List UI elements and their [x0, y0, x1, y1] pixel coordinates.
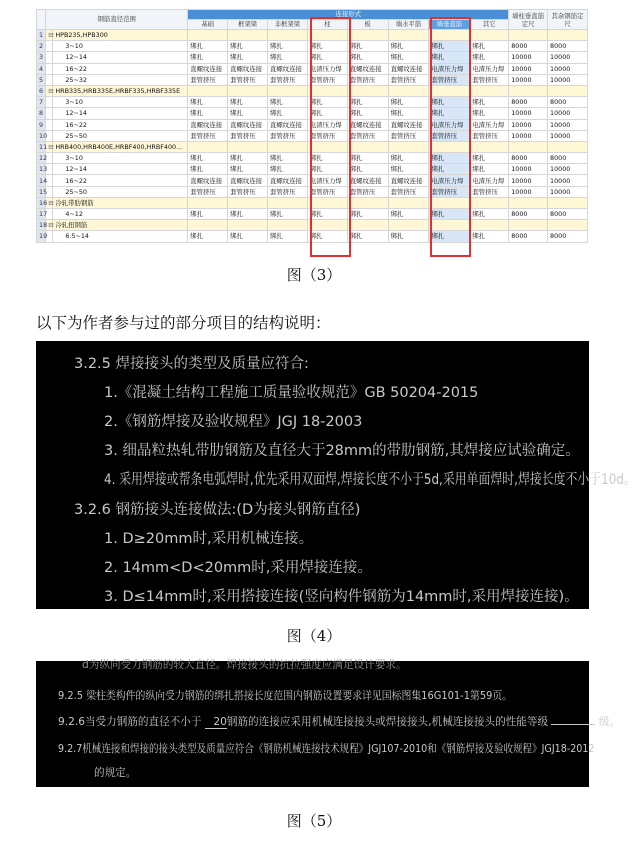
table-row[interactable]	[37, 231, 588, 242]
col-header-connection-type: 连接形式	[188, 10, 509, 20]
table-cell[interactable]: 8000	[509, 97, 548, 108]
table-cell[interactable]: 套管挤压	[307, 74, 347, 85]
table-cell[interactable]: 绑扎	[228, 108, 268, 119]
table-row[interactable]	[37, 175, 588, 186]
diameter-range: 3~10	[53, 153, 188, 164]
table-cell[interactable]: 绑扎	[429, 97, 470, 108]
table-cell[interactable]: 绑扎	[470, 52, 509, 63]
diameter-range: 12~14	[53, 164, 188, 175]
caption-fig4: 图（4）	[286, 627, 342, 645]
table-cell[interactable]: 套管挤压	[188, 186, 228, 197]
collapse-toggle-icon[interactable]: ⊟	[46, 220, 53, 231]
row-number: 2	[37, 41, 46, 52]
table-cell[interactable]: 8000	[509, 209, 548, 220]
table-cell[interactable]: 绑扎	[388, 52, 429, 63]
diameter-range: 16~22	[53, 175, 188, 186]
table-cell[interactable]: 直螺纹连接	[228, 175, 268, 186]
table-cell[interactable]: 绑扎	[347, 97, 388, 108]
table-cell[interactable]: 10000	[509, 52, 548, 63]
table-row[interactable]	[37, 186, 588, 197]
table-cell[interactable]: 8000	[509, 153, 548, 164]
table-cell[interactable]	[429, 141, 470, 152]
indent-cell	[46, 74, 53, 85]
row-number: 1	[37, 30, 46, 41]
table-cell[interactable]: 电渣压力焊	[429, 119, 470, 130]
note-3-2-6-title: 3.2.6 钢筋接头连接做法:(D为接头钢筋直径)	[74, 502, 361, 518]
table-cell[interactable]: 套管挤压	[267, 74, 307, 85]
table-cell[interactable]: 绑扎	[429, 153, 470, 164]
row-number: 9	[37, 119, 46, 130]
row-number: 5	[37, 74, 46, 85]
table-cell[interactable]: 8000	[548, 231, 588, 242]
row-number: 14	[37, 175, 46, 186]
table-cell[interactable]: 10000	[509, 108, 548, 119]
table-cell[interactable]: 绑扎	[267, 153, 307, 164]
table-cell[interactable]: 绑扎	[347, 153, 388, 164]
note-9-2-6-diameter: 20	[205, 716, 227, 729]
note-3-2-6-item-2: 2. 14mm<D<20mm时,采用焊接连接。	[104, 560, 372, 576]
table-cell[interactable]	[509, 141, 548, 152]
note-3-2-5-item-3: 3. 细晶粒热轧带肋钢筋及直径大于28mm的带肋钢筋,其焊接应试验确定。	[104, 443, 580, 459]
table-cell[interactable]: 直螺纹连接	[388, 63, 429, 74]
table-cell[interactable]: 直螺纹连接	[267, 119, 307, 130]
table-row[interactable]	[37, 85, 588, 96]
col-header-8: 其它	[470, 20, 509, 30]
collapse-toggle-icon[interactable]: ⊟	[46, 30, 53, 41]
table-cell[interactable]: 绑扎	[429, 209, 470, 220]
table-row[interactable]	[37, 63, 588, 74]
table-cell[interactable]: 10000	[548, 130, 588, 141]
row-number: 3	[37, 52, 46, 63]
table-cell[interactable]: 10000	[548, 52, 588, 63]
table-row[interactable]	[37, 97, 588, 108]
table-cell[interactable]: 10000	[548, 74, 588, 85]
table-cell[interactable]: 套管挤压	[228, 130, 268, 141]
table-cell[interactable]: 绑扎	[228, 231, 268, 242]
row-number: 16	[37, 197, 46, 208]
diameter-range: 12~14	[53, 108, 188, 119]
table-cell[interactable]: 8000	[548, 41, 588, 52]
table-cell[interactable]: 绑扎	[267, 164, 307, 175]
table-cell[interactable]: 套管挤压	[388, 130, 429, 141]
diameter-range: 6.5~14	[53, 231, 188, 242]
table-cell[interactable]: 绑扎	[307, 231, 347, 242]
table-cell[interactable]	[388, 85, 429, 96]
row-number: 7	[37, 97, 46, 108]
table-cell[interactable]: 10000	[548, 63, 588, 74]
table-cell[interactable]: 绑扎	[188, 209, 228, 220]
collapse-toggle-icon[interactable]: ⊟	[46, 197, 53, 208]
group-label: HPB235,HPB300	[53, 30, 188, 41]
table-cell[interactable]: 10000	[509, 175, 548, 186]
intro-text: 以下为作者参与过的部分项目的结构说明：	[36, 314, 331, 332]
table-cell[interactable]: 绑扎	[228, 97, 268, 108]
table-cell[interactable]: 套管挤压	[470, 130, 509, 141]
table-cell[interactable]: 绑扎	[470, 164, 509, 175]
table-row[interactable]	[37, 52, 588, 63]
table-row[interactable]	[37, 108, 588, 119]
structural-notes-screenshot-1	[36, 341, 636, 609]
table-cell[interactable]: 直螺纹连接	[388, 119, 429, 130]
table-cell[interactable]: 电渣压力焊	[429, 175, 470, 186]
table-cell[interactable]: 电渣压力焊	[429, 63, 470, 74]
table-cell[interactable]: 套管挤压	[429, 130, 470, 141]
table-cell[interactable]: 套管挤压	[307, 186, 347, 197]
table-cell[interactable]: 直螺纹连接	[347, 175, 388, 186]
table-cell[interactable]: 绑扎	[429, 164, 470, 175]
table-cell[interactable]: 8000	[509, 231, 548, 242]
table-cell[interactable]: 套管挤压	[470, 74, 509, 85]
table-row[interactable]	[37, 164, 588, 175]
table-row[interactable]	[37, 74, 588, 85]
table-cell[interactable]: 10000	[548, 119, 588, 130]
table-cell[interactable]: 套管挤压	[267, 130, 307, 141]
table-cell[interactable]	[548, 30, 588, 41]
row-number: 10	[37, 130, 46, 141]
table-cell[interactable]	[307, 85, 347, 96]
table-cell[interactable]: 套管挤压	[388, 186, 429, 197]
table-row[interactable]	[37, 220, 588, 231]
table-cell[interactable]: 绑扎	[470, 231, 509, 242]
table-cell[interactable]	[307, 30, 347, 41]
row-number: 13	[37, 164, 46, 175]
diameter-range: 25~50	[53, 186, 188, 197]
table-cell[interactable]: 绑扎	[188, 97, 228, 108]
diameter-range: 3~10	[53, 97, 188, 108]
table-cell[interactable]: 绑扎	[228, 153, 268, 164]
table-row[interactable]	[37, 141, 588, 152]
table-cell[interactable]	[470, 220, 509, 231]
indent-cell	[46, 119, 53, 130]
table-cell[interactable]: 绑扎	[388, 97, 429, 108]
table-cell[interactable]: 绑扎	[307, 153, 347, 164]
diameter-range: 25~50	[53, 130, 188, 141]
table-cell[interactable]: 电渣压力焊	[470, 63, 509, 74]
table-cell[interactable]	[548, 197, 588, 208]
row-number: 18	[37, 220, 46, 231]
table-row[interactable]	[37, 30, 588, 41]
table-cell[interactable]: 绑扎	[307, 164, 347, 175]
table-cell[interactable]: 10000	[548, 175, 588, 186]
indent-cell	[46, 41, 53, 52]
group-label: 冷轧带肋钢筋	[53, 197, 188, 208]
table-cell[interactable]	[429, 30, 470, 41]
row-number: 12	[37, 153, 46, 164]
table-cell[interactable]: 绑扎	[267, 108, 307, 119]
table-cell[interactable]	[429, 197, 470, 208]
table-cell[interactable]: 10000	[509, 130, 548, 141]
row-number: 11	[37, 141, 46, 152]
indent-cell	[46, 108, 53, 119]
table-cell[interactable]: 电渣压力焊	[307, 119, 347, 130]
note-cut-top-line: d为纵向受力钢筋的较大直径。焊接接头的抗拉强度应满足设计要求。	[82, 659, 407, 671]
table-cell[interactable]: 电渣压力焊	[307, 63, 347, 74]
table-cell[interactable]: 10000	[548, 164, 588, 175]
group-label: HRB335,HRB335E,HRBF335,HRBF335E	[53, 85, 188, 96]
table-cell[interactable]	[188, 141, 228, 152]
table-cell[interactable]: 绑扎	[470, 108, 509, 119]
table-cell[interactable]: 绑扎	[188, 41, 228, 52]
note-9-2-5: 9.2.5 梁柱类构件的纵向受力钢筋的绑扎搭接长度范围内钢筋设置要求详见国标图集16G101-1第59页。	[58, 690, 513, 702]
diameter-range: 12~14	[53, 52, 188, 63]
table-cell[interactable]: 绑扎	[188, 231, 228, 242]
group-label: 冷轧扭钢筋	[53, 220, 188, 231]
table-cell[interactable]: 绑扎	[188, 108, 228, 119]
table-cell[interactable]	[470, 141, 509, 152]
table-cell[interactable]: 绑扎	[307, 41, 347, 52]
caption-fig5: 图（5）	[286, 812, 342, 830]
table-row[interactable]	[37, 119, 588, 130]
table-cell[interactable]	[228, 30, 268, 41]
indent-cell	[46, 63, 53, 74]
table-cell[interactable]	[188, 85, 228, 96]
table-cell[interactable]	[307, 220, 347, 231]
diameter-range: 16~22	[53, 119, 188, 130]
table-cell[interactable]: 绑扎	[267, 41, 307, 52]
table-cell[interactable]	[228, 197, 268, 208]
table-row[interactable]	[37, 41, 588, 52]
table-cell[interactable]	[470, 85, 509, 96]
table-cell[interactable]: 绑扎	[347, 231, 388, 242]
table-cell[interactable]: 电渣压力焊	[470, 119, 509, 130]
table-cell[interactable]	[429, 220, 470, 231]
table-cell[interactable]: 绑扎	[470, 153, 509, 164]
col-header-6: 墙水平筋	[388, 20, 429, 30]
table-cell[interactable]	[429, 85, 470, 96]
table-cell[interactable]: 直螺纹连接	[347, 119, 388, 130]
table-cell[interactable]	[548, 220, 588, 231]
diameter-range: 25~32	[53, 74, 188, 85]
table-cell[interactable]	[267, 220, 307, 231]
structural-notes-screenshot-2	[36, 659, 620, 787]
col-header-1: 基础	[188, 20, 228, 30]
table-cell[interactable]: 直螺纹连接	[267, 175, 307, 186]
group-label: HRB400,HRB400E,HRBF400,HRBF400...	[53, 141, 188, 152]
table-row[interactable]	[37, 197, 588, 208]
table-cell[interactable]: 10000	[509, 186, 548, 197]
table-cell[interactable]	[509, 30, 548, 41]
table-cell[interactable]	[267, 30, 307, 41]
table-cell[interactable]	[347, 85, 388, 96]
table-cell[interactable]: 绑扎	[347, 164, 388, 175]
table-cell[interactable]: 绑扎	[347, 209, 388, 220]
table-cell[interactable]	[388, 30, 429, 41]
col-header-other-length: 其余钢筋定尺	[548, 10, 588, 30]
table-cell[interactable]: 套管挤压	[347, 130, 388, 141]
table-cell[interactable]: 绑扎	[228, 52, 268, 63]
table-cell[interactable]: 套管挤压	[228, 186, 268, 197]
row-number: 6	[37, 85, 46, 96]
table-cell[interactable]	[347, 197, 388, 208]
table-cell[interactable]	[267, 141, 307, 152]
note-9-2-7-end: 的规定。	[94, 767, 137, 779]
table-cell[interactable]: 绑扎	[470, 97, 509, 108]
indent-cell	[46, 97, 53, 108]
col-header-4: 柱	[307, 20, 347, 30]
note-9-2-6-part-d: 级。	[598, 716, 620, 728]
table-cell[interactable]	[228, 85, 268, 96]
note-9-2-6-part-c: 钢筋的连接应采用机械连接接头或焊接接头,机械连接接头的性能等级	[226, 716, 549, 728]
table-cell[interactable]	[548, 141, 588, 152]
table-cell[interactable]: 绑扎	[347, 108, 388, 119]
table-cell[interactable]	[267, 85, 307, 96]
table-cell[interactable]: 电渣压力焊	[307, 175, 347, 186]
table-cell[interactable]	[347, 220, 388, 231]
table-cell[interactable]: 绑扎	[307, 97, 347, 108]
table-cell[interactable]	[267, 197, 307, 208]
col-header-diameter: 钢筋直径范围	[46, 10, 188, 30]
table-cell[interactable]	[347, 30, 388, 41]
table-cell[interactable]: 绑扎	[307, 108, 347, 119]
table-cell[interactable]: 绑扎	[470, 209, 509, 220]
note-9-2-7: 9.2.7机械连接和焊接的接头类型及质量应符合《钢筋机械连接技术规程》JGJ107-2010和《钢筋焊接及验收规程》JGJ18-2012	[58, 743, 595, 755]
note-3-2-5-item-1: 1.《混凝土结构工程施工质量验收规范》GB 50204-2015	[104, 385, 479, 401]
col-header-5: 板	[347, 20, 388, 30]
table-cell[interactable]: 直螺纹连接	[388, 175, 429, 186]
caption-fig3: 图（3）	[286, 266, 342, 284]
table-cell[interactable]: 绑扎	[267, 231, 307, 242]
col-header-2: 框架梁	[228, 20, 268, 30]
note-9-2-6-part-a: 9.2.6当受力钢筋的直径不小于	[58, 716, 202, 728]
rebar-connection-table-screenshot	[36, 9, 588, 258]
table-cell[interactable]: 绑扎	[347, 52, 388, 63]
table-cell[interactable]: 直螺纹连接	[267, 63, 307, 74]
row-number: 15	[37, 186, 46, 197]
table-row[interactable]	[37, 209, 588, 220]
table-cell[interactable]: 套管挤压	[188, 74, 228, 85]
col-header-wall-col-length: 墙柱垂直筋定尺	[509, 10, 548, 30]
table-cell[interactable]: 直螺纹连接	[188, 175, 228, 186]
table-cell[interactable]	[228, 220, 268, 231]
table-cell[interactable]	[509, 220, 548, 231]
table-cell[interactable]	[509, 197, 548, 208]
table-cell[interactable]: 绑扎	[429, 108, 470, 119]
table-cell[interactable]	[228, 141, 268, 152]
row-number: 17	[37, 209, 46, 220]
table-cell[interactable]	[548, 85, 588, 96]
table-cell[interactable]: 套管挤压	[470, 186, 509, 197]
diameter-range: 16~22	[53, 63, 188, 74]
table-cell[interactable]: 绑扎	[347, 41, 388, 52]
indent-cell	[46, 52, 53, 63]
connection-settings-table	[36, 9, 588, 243]
table-cell[interactable]: 绑扎	[188, 52, 228, 63]
table-cell[interactable]: 套管挤压	[347, 186, 388, 197]
table-cell[interactable]: 8000	[548, 153, 588, 164]
table-cell[interactable]: 绑扎	[388, 153, 429, 164]
corner-cell	[37, 10, 46, 30]
table-cell[interactable]	[188, 197, 228, 208]
table-cell[interactable]: 10000	[509, 74, 548, 85]
table-cell[interactable]: 绑扎	[267, 97, 307, 108]
table-cell[interactable]	[347, 141, 388, 152]
table-cell[interactable]: 绑扎	[228, 209, 268, 220]
note-3-2-5-title: 3.2.5 焊接接头的类型及质量应符合:	[74, 356, 309, 372]
table-cell[interactable]: 绑扎	[429, 41, 470, 52]
table-cell[interactable]: 10000	[509, 164, 548, 175]
table-cell[interactable]: 10000	[548, 108, 588, 119]
table-cell[interactable]: 直螺纹连接	[228, 63, 268, 74]
table-cell[interactable]	[470, 197, 509, 208]
table-cell[interactable]	[307, 197, 347, 208]
col-header-3: 非框架梁	[267, 20, 307, 30]
table-cell[interactable]: 绑扎	[429, 231, 470, 242]
table-cell[interactable]: 8000	[548, 97, 588, 108]
note-9-2-6	[58, 714, 620, 729]
table-cell[interactable]: 绑扎	[470, 41, 509, 52]
table-cell[interactable]: 套管挤压	[228, 74, 268, 85]
table-cell[interactable]	[388, 141, 429, 152]
table-cell[interactable]: 绑扎	[388, 231, 429, 242]
table-cell[interactable]: 8000	[509, 41, 548, 52]
table-cell[interactable]: 绑扎	[388, 41, 429, 52]
table-cell[interactable]: 10000	[509, 119, 548, 130]
table-cell[interactable]: 套管挤压	[307, 130, 347, 141]
table-cell[interactable]: 绑扎	[307, 209, 347, 220]
table-cell[interactable]: 绑扎	[429, 52, 470, 63]
collapse-toggle-icon[interactable]: ⊟	[46, 85, 53, 96]
row-number: 8	[37, 108, 46, 119]
table-cell[interactable]: 套管挤压	[188, 130, 228, 141]
table-cell[interactable]: 绑扎	[267, 52, 307, 63]
table-cell[interactable]	[188, 220, 228, 231]
collapse-toggle-icon[interactable]: ⊟	[46, 141, 53, 152]
table-cell[interactable]: 绑扎	[388, 164, 429, 175]
table-cell[interactable]: 绑扎	[267, 209, 307, 220]
table-cell[interactable]	[470, 30, 509, 41]
table-row[interactable]	[37, 153, 588, 164]
table-cell[interactable]: 套管挤压	[429, 74, 470, 85]
table-cell[interactable]: 绑扎	[388, 209, 429, 220]
table-cell[interactable]	[509, 85, 548, 96]
note-3-2-6-item-3: 3. D≤14mm时,采用搭接连接(竖向构件钢筋为14mm时,采用焊接连接)。	[104, 589, 579, 605]
row-number: 19	[37, 231, 46, 242]
table-cell[interactable]: 10000	[548, 186, 588, 197]
diameter-range: 3~10	[53, 41, 188, 52]
table-cell[interactable]: 绑扎	[307, 52, 347, 63]
table-cell[interactable]: 直螺纹连接	[188, 63, 228, 74]
row-number: 4	[37, 63, 46, 74]
table-cell[interactable]: 10000	[509, 63, 548, 74]
table-cell[interactable]: 套管挤压	[267, 186, 307, 197]
table-cell[interactable]	[307, 141, 347, 152]
note-3-2-5-item-4: 4. 采用焊接或帮条电弧焊时,优先采用双面焊,焊接长度不小于5d,采用单面焊时,焊接长度不小于10d。	[104, 472, 636, 488]
table-cell[interactable]: 绑扎	[388, 108, 429, 119]
table-cell[interactable]	[388, 220, 429, 231]
table-cell[interactable]: 直螺纹连接	[347, 63, 388, 74]
table-cell[interactable]: 8000	[548, 209, 588, 220]
table-cell[interactable]: 绑扎	[228, 41, 268, 52]
table-cell[interactable]: 直螺纹连接	[188, 119, 228, 130]
table-cell[interactable]: 套管挤压	[429, 186, 470, 197]
table-cell[interactable]: 绑扎	[228, 164, 268, 175]
table-cell[interactable]: 套管挤压	[347, 74, 388, 85]
table-cell[interactable]	[388, 197, 429, 208]
note-3-2-5-item-2: 2.《钢筋焊接及验收规程》JGJ 18-2003	[104, 414, 363, 430]
table-row[interactable]	[37, 130, 588, 141]
table-cell[interactable]: 绑扎	[188, 153, 228, 164]
table-cell[interactable]: 绑扎	[188, 164, 228, 175]
diameter-range: 4~12	[53, 209, 188, 220]
col-header-7: 墙垂直筋	[429, 20, 470, 30]
table-cell[interactable]: 电渣压力焊	[470, 175, 509, 186]
table-cell[interactable]	[188, 30, 228, 41]
table-cell[interactable]: 直螺纹连接	[228, 119, 268, 130]
note-3-2-6-item-1: 1. D≥20mm时,采用机械连接。	[104, 531, 314, 547]
table-cell[interactable]: 套管挤压	[388, 74, 429, 85]
